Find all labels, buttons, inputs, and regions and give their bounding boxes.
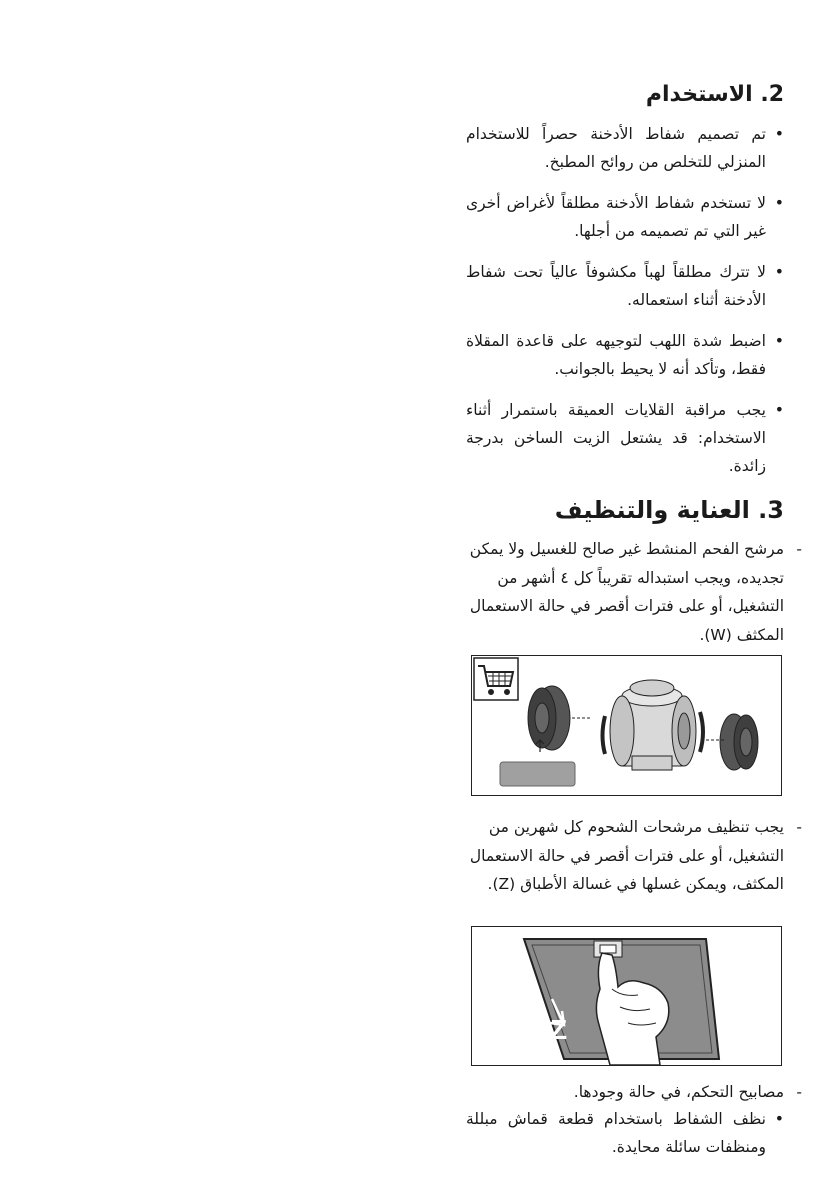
control-lamps-text: مصابيح التحكم، في حالة وجودها. (573, 1083, 784, 1101)
grease-filter-illustration (472, 927, 781, 1065)
control-lamps-paragraph (466, 1078, 802, 1107)
charcoal-filter-illustration (472, 656, 781, 795)
figure-charcoal-filter-replacement (471, 655, 782, 796)
motor-housing (610, 680, 696, 770)
dash-mark: - (796, 818, 802, 836)
grease-filter-paragraph (466, 813, 802, 899)
usage-bullet-5: • يجب مراقبة القلايات العميقة باستمرار أثناء الاستخدام: قد يشتعل الزيت الساخن بدرجة زائدة. (466, 396, 784, 480)
figure-grease-filter-removal (471, 926, 782, 1066)
care-bullet-1: • نظف الشفاط باستخدام قطعة قماش مبللة ومنظفات سائلة محايدة. (466, 1105, 784, 1161)
usage-bullet-3: • لا تترك مطلقاً لهباً مكشوفاً عالياً تحت شفاط الأدخنة أثناء استعماله. (466, 258, 784, 314)
charcoal-filter-right (720, 714, 758, 770)
section-heading-care: 3. العناية والتنظيف (554, 496, 784, 524)
charcoal-filter-paragraph (466, 535, 802, 649)
dash-mark: - (796, 540, 802, 558)
replacement-label-box (500, 762, 575, 786)
usage-bullet-4: • اضبط شدة اللهب لتوجيهه على قاعدة المقلاة فقط، وتأكد أنه لا يحيط بالجوانب. (466, 327, 784, 383)
grease-filter-text: يجب تنظيف مرشحات الشحوم كل شهرين من التشغيل، أو على فترات أقصر في حالة الاستعمال المكثف، ويمكن غسلها في غسالة الأطباق (Z). (469, 818, 784, 893)
figure-z-letter: Z (550, 1014, 568, 1045)
usage-bullet-list (466, 120, 784, 493)
section-heading-usage: 2. الاستخدام (645, 82, 784, 107)
dash-mark: - (796, 1083, 802, 1101)
usage-bullet-2: • لا تستخدم شفاط الأدخنة مطلقاً لأغراض أخرى غير التي تم تصميمه من أجلها. (466, 189, 784, 245)
shopping-cart-icon (474, 658, 518, 700)
usage-bullet-1: • تم تصميم شفاط الأدخنة حصراً للاستخدام المنزلي للتخلص من روائح المطبخ. (466, 120, 784, 176)
care-bullet-list (466, 1105, 784, 1174)
charcoal-filter-text: مرشح الفحم المنشط غير صالح للغسيل ولا يمكن تجديده، ويجب استبداله تقريباً كل ٤ أشهر من التشغيل، أو على فترات أقصر في حالة الاستعمال المكثف (W). (469, 540, 784, 644)
charcoal-filter-left (528, 686, 570, 750)
